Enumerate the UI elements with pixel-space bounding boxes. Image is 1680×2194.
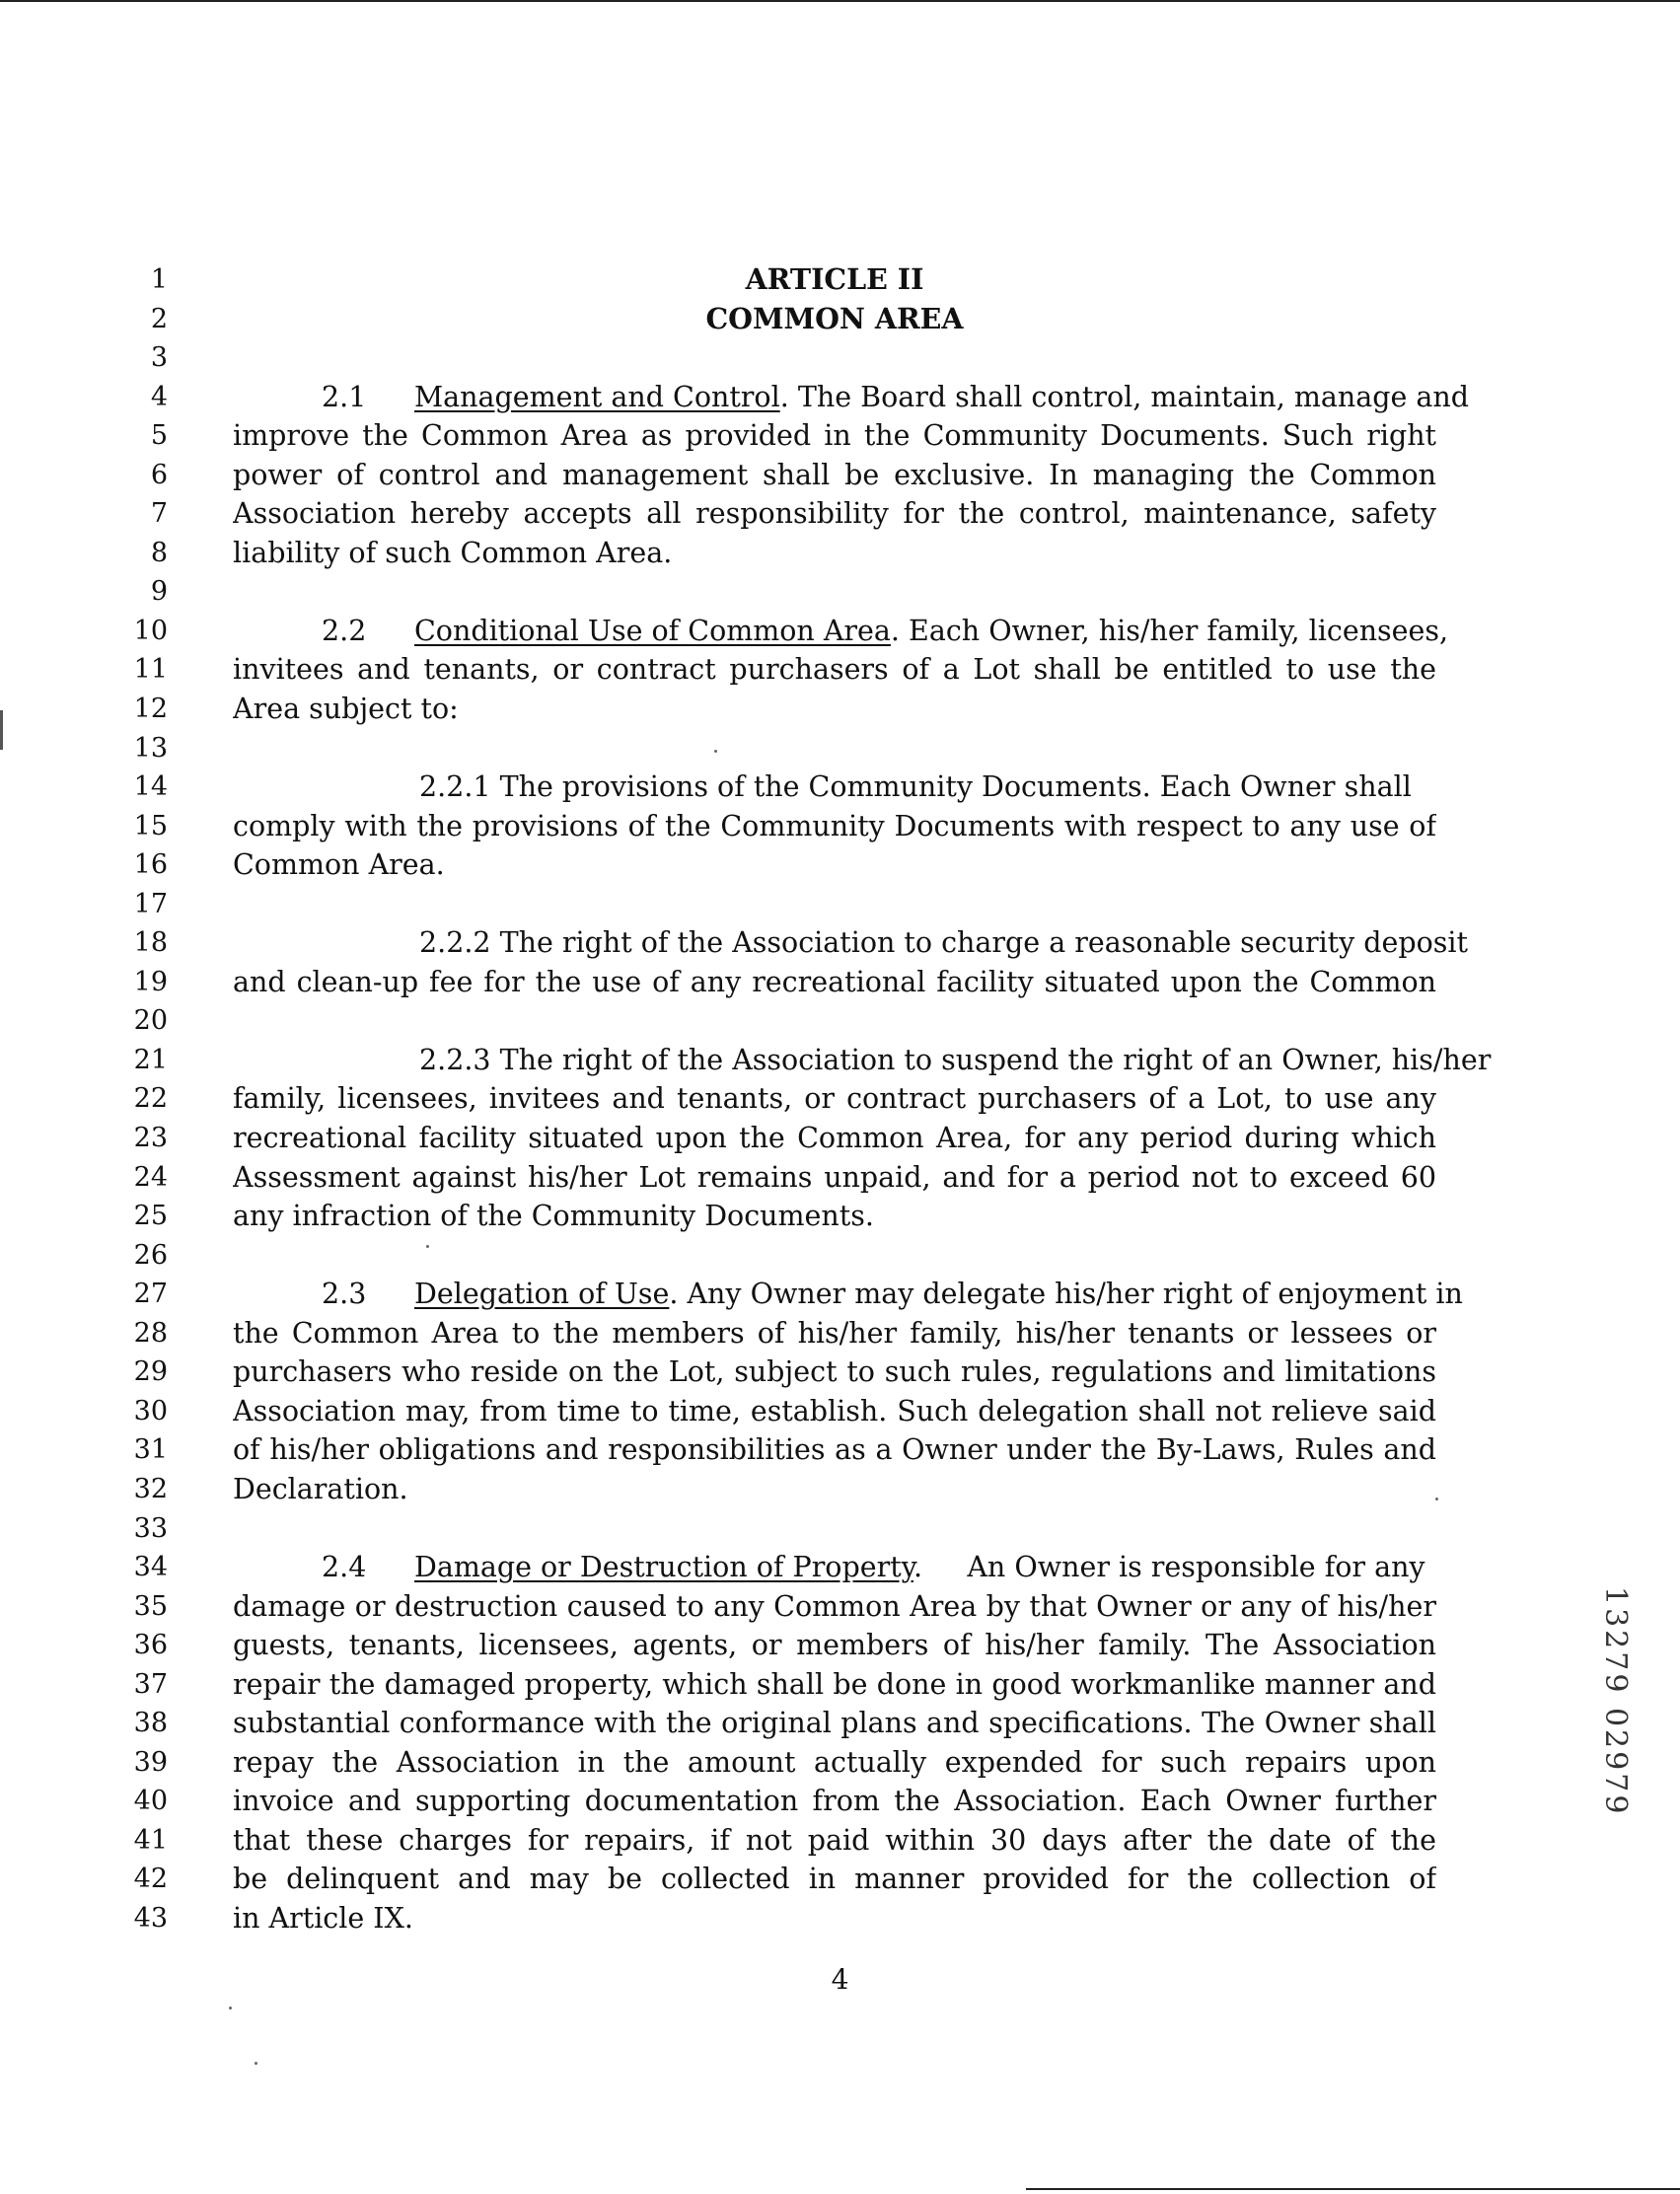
section-number: 2.1: [322, 380, 367, 413]
line-number: 4: [150, 381, 168, 412]
section-2-3-line: Association may, from time to time, establish. Such delegation shall not relieve said: [233, 1394, 1436, 1427]
article-title: ARTICLE II: [745, 262, 924, 296]
section-2-1-line: liability of such Common Area.: [233, 536, 673, 569]
scan-speck: [255, 2062, 257, 2065]
line-number: 22: [133, 1083, 168, 1115]
section-number: 2.3: [322, 1278, 367, 1311]
section-heading: Management and Control: [414, 380, 780, 413]
section-2-4-line: substantial conformance with the original plans and specifications. The Owner shall: [233, 1707, 1436, 1740]
line-number: 40: [133, 1786, 168, 1817]
line-number: 1: [150, 264, 168, 295]
section-2-2-line: invitees and tenants, or contract purchasers of a Lot shall be entitled to use the: [233, 653, 1436, 687]
line-number: 38: [133, 1708, 168, 1739]
section-2-4-line: repay the Association in the amount actually expended for such repairs upon: [233, 1745, 1436, 1779]
blank-line: [233, 729, 1436, 768]
page-number: 4: [831, 1963, 849, 1996]
line-number: 11: [133, 654, 168, 686]
blank-line: [233, 1236, 1436, 1276]
section-heading: Damage or Destruction of Property: [414, 1551, 913, 1584]
line-number: 13: [133, 732, 168, 764]
blank-line: [233, 338, 1436, 378]
section-2-3-line: Declaration.: [233, 1472, 408, 1505]
section-2-3-line: purchasers who reside on the Lot, subject to such rules, regulations and limitations: [233, 1355, 1436, 1389]
section-2-4-line: that these charges for repairs, if not paid within 30 days after the date of the: [233, 1823, 1436, 1857]
line-number: 24: [133, 1161, 168, 1193]
line-number: 43: [133, 1902, 168, 1934]
section-text: . Each Owner, his/her family, licensees,: [890, 614, 1449, 647]
line-number: 31: [133, 1434, 168, 1466]
line-number: 12: [133, 694, 168, 725]
line-number: 23: [133, 1123, 168, 1154]
section-text: . The Board shall control, maintain, manage and: [779, 380, 1469, 413]
line-number: 2: [150, 303, 168, 334]
scan-speck: [229, 2007, 232, 2010]
section-2-2-line: Area subject to:: [233, 693, 459, 726]
section-2-2-1-line: comply with the provisions of the Community Documents with respect to any use of: [233, 809, 1436, 842]
section-2-3-line: of his/her obligations and responsibilities as a Owner under the By-Laws, Rules and: [233, 1433, 1436, 1467]
line-number: 9: [150, 576, 168, 608]
line-number: 37: [133, 1668, 168, 1700]
section-2-3-line: the Common Area to the members of his/her family, his/her tenants or lessees or: [233, 1316, 1436, 1350]
line-number: 3: [150, 342, 168, 374]
section-2-3-line: [233, 1275, 1463, 1314]
document-body: [233, 260, 1492, 1938]
side-document-code: 13279 02979: [1598, 1586, 1633, 1817]
line-number: 28: [133, 1317, 168, 1349]
line-number: 10: [133, 615, 168, 646]
top-scan-edge: [0, 0, 1680, 2]
line-number: 25: [133, 1201, 168, 1232]
line-number: 8: [150, 537, 168, 568]
section-2-4-line: damage or destruction caused to any Common Area by that Owner or any of his/her: [233, 1589, 1436, 1623]
bottom-scan-edge: [1026, 2188, 1680, 2190]
section-2-1-line: improve the Common Area as provided in the Community Documents. Such right: [233, 419, 1436, 453]
section-number: 2.4: [322, 1551, 367, 1584]
section-text: 2.2.2 The right of the Association to charge a reasonable security deposit: [419, 926, 1469, 960]
line-number: 30: [133, 1395, 168, 1426]
section-2-2-3-line: family, licensees, invitees and tenants, or contract purchasers of a Lot, to use any: [233, 1082, 1436, 1116]
section-2-2-3-line: Assessment against his/her Lot remains unpaid, and for a period not to exceed 60: [233, 1160, 1436, 1194]
line-number: 6: [150, 459, 168, 490]
line-number: 41: [133, 1824, 168, 1856]
section-2-2-2-line: and clean-up fee for the use of any recreational facility situated upon the Common: [233, 965, 1436, 998]
line-number: 39: [133, 1746, 168, 1778]
blank-line: [233, 885, 1436, 924]
section-2-4-line: repair the damaged property, which shall be done in good workmanlike manner and: [233, 1667, 1436, 1701]
line-number: 15: [133, 810, 168, 841]
section-2-2-3-line: any infraction of the Community Documents.: [233, 1200, 874, 1233]
line-number: 33: [133, 1512, 168, 1544]
line-number: 14: [133, 771, 168, 803]
section-2-2-3-line: recreational facility situated upon the Common Area, for any period during which: [233, 1122, 1436, 1155]
line-number: 20: [133, 1005, 168, 1037]
section-2-4-line: in Article IX.: [233, 1901, 413, 1935]
line-number: 27: [133, 1279, 168, 1310]
line-number: 21: [133, 1044, 168, 1075]
line-number: 26: [133, 1239, 168, 1271]
section-2-4-line: be delinquent and may be collected in manner provided for the collection of: [233, 1863, 1436, 1896]
line-number: 32: [133, 1473, 168, 1504]
line-number: 16: [133, 849, 168, 881]
section-2-2-1-line: [233, 768, 1436, 807]
section-number: 2.2: [322, 614, 367, 647]
section-2-2-line: [233, 612, 1449, 651]
section-text: 2.2.3 The right of the Association to suspend the right of an Owner, his/her: [419, 1043, 1492, 1076]
section-heading: Conditional Use of Common Area: [414, 614, 891, 647]
section-2-2-3-line: [233, 1041, 1492, 1080]
line-number: 34: [133, 1552, 168, 1583]
section-2-4-line: guests, tenants, licensees, agents, or members of his/her family. The Association: [233, 1629, 1436, 1662]
line-number: 42: [133, 1864, 168, 1895]
section-heading: Delegation of Use: [414, 1278, 670, 1311]
section-2-2-2-line: [233, 923, 1469, 963]
blank-line: [233, 572, 1436, 612]
section-2-1-line: power of control and management shall be exclusive. In managing the Common: [233, 458, 1436, 491]
left-scan-mark: [0, 710, 3, 750]
section-2-4-line: [233, 1548, 1436, 1587]
line-number: 36: [133, 1630, 168, 1661]
section-2-1-line: [233, 378, 1469, 417]
section-2-1-line: Association hereby accepts all responsibility for the control, maintenance, safety: [233, 497, 1436, 531]
line-number: 5: [150, 420, 168, 452]
article-subtitle: COMMON AREA: [705, 301, 964, 335]
line-number-column: [128, 260, 168, 1938]
section-2-2-1-line: Common Area.: [233, 848, 445, 882]
line-number: 35: [133, 1590, 168, 1622]
blank-line: [233, 1509, 1436, 1549]
blank-line: [233, 1001, 1436, 1041]
line-number: 29: [133, 1356, 168, 1388]
section-text: . Any Owner may delegate his/her right of enjoyment in: [669, 1278, 1463, 1311]
section-text: . An Owner is responsible for any: [913, 1551, 1425, 1584]
line-number: 7: [150, 498, 168, 530]
section-text: 2.2.1 The provisions of the Community Documents. Each Owner shall: [419, 770, 1412, 804]
line-number: 19: [133, 966, 168, 997]
line-number: 18: [133, 927, 168, 959]
section-2-4-line: invoice and supporting documentation from the Association. Each Owner further: [233, 1785, 1436, 1818]
line-number: 17: [133, 888, 168, 919]
